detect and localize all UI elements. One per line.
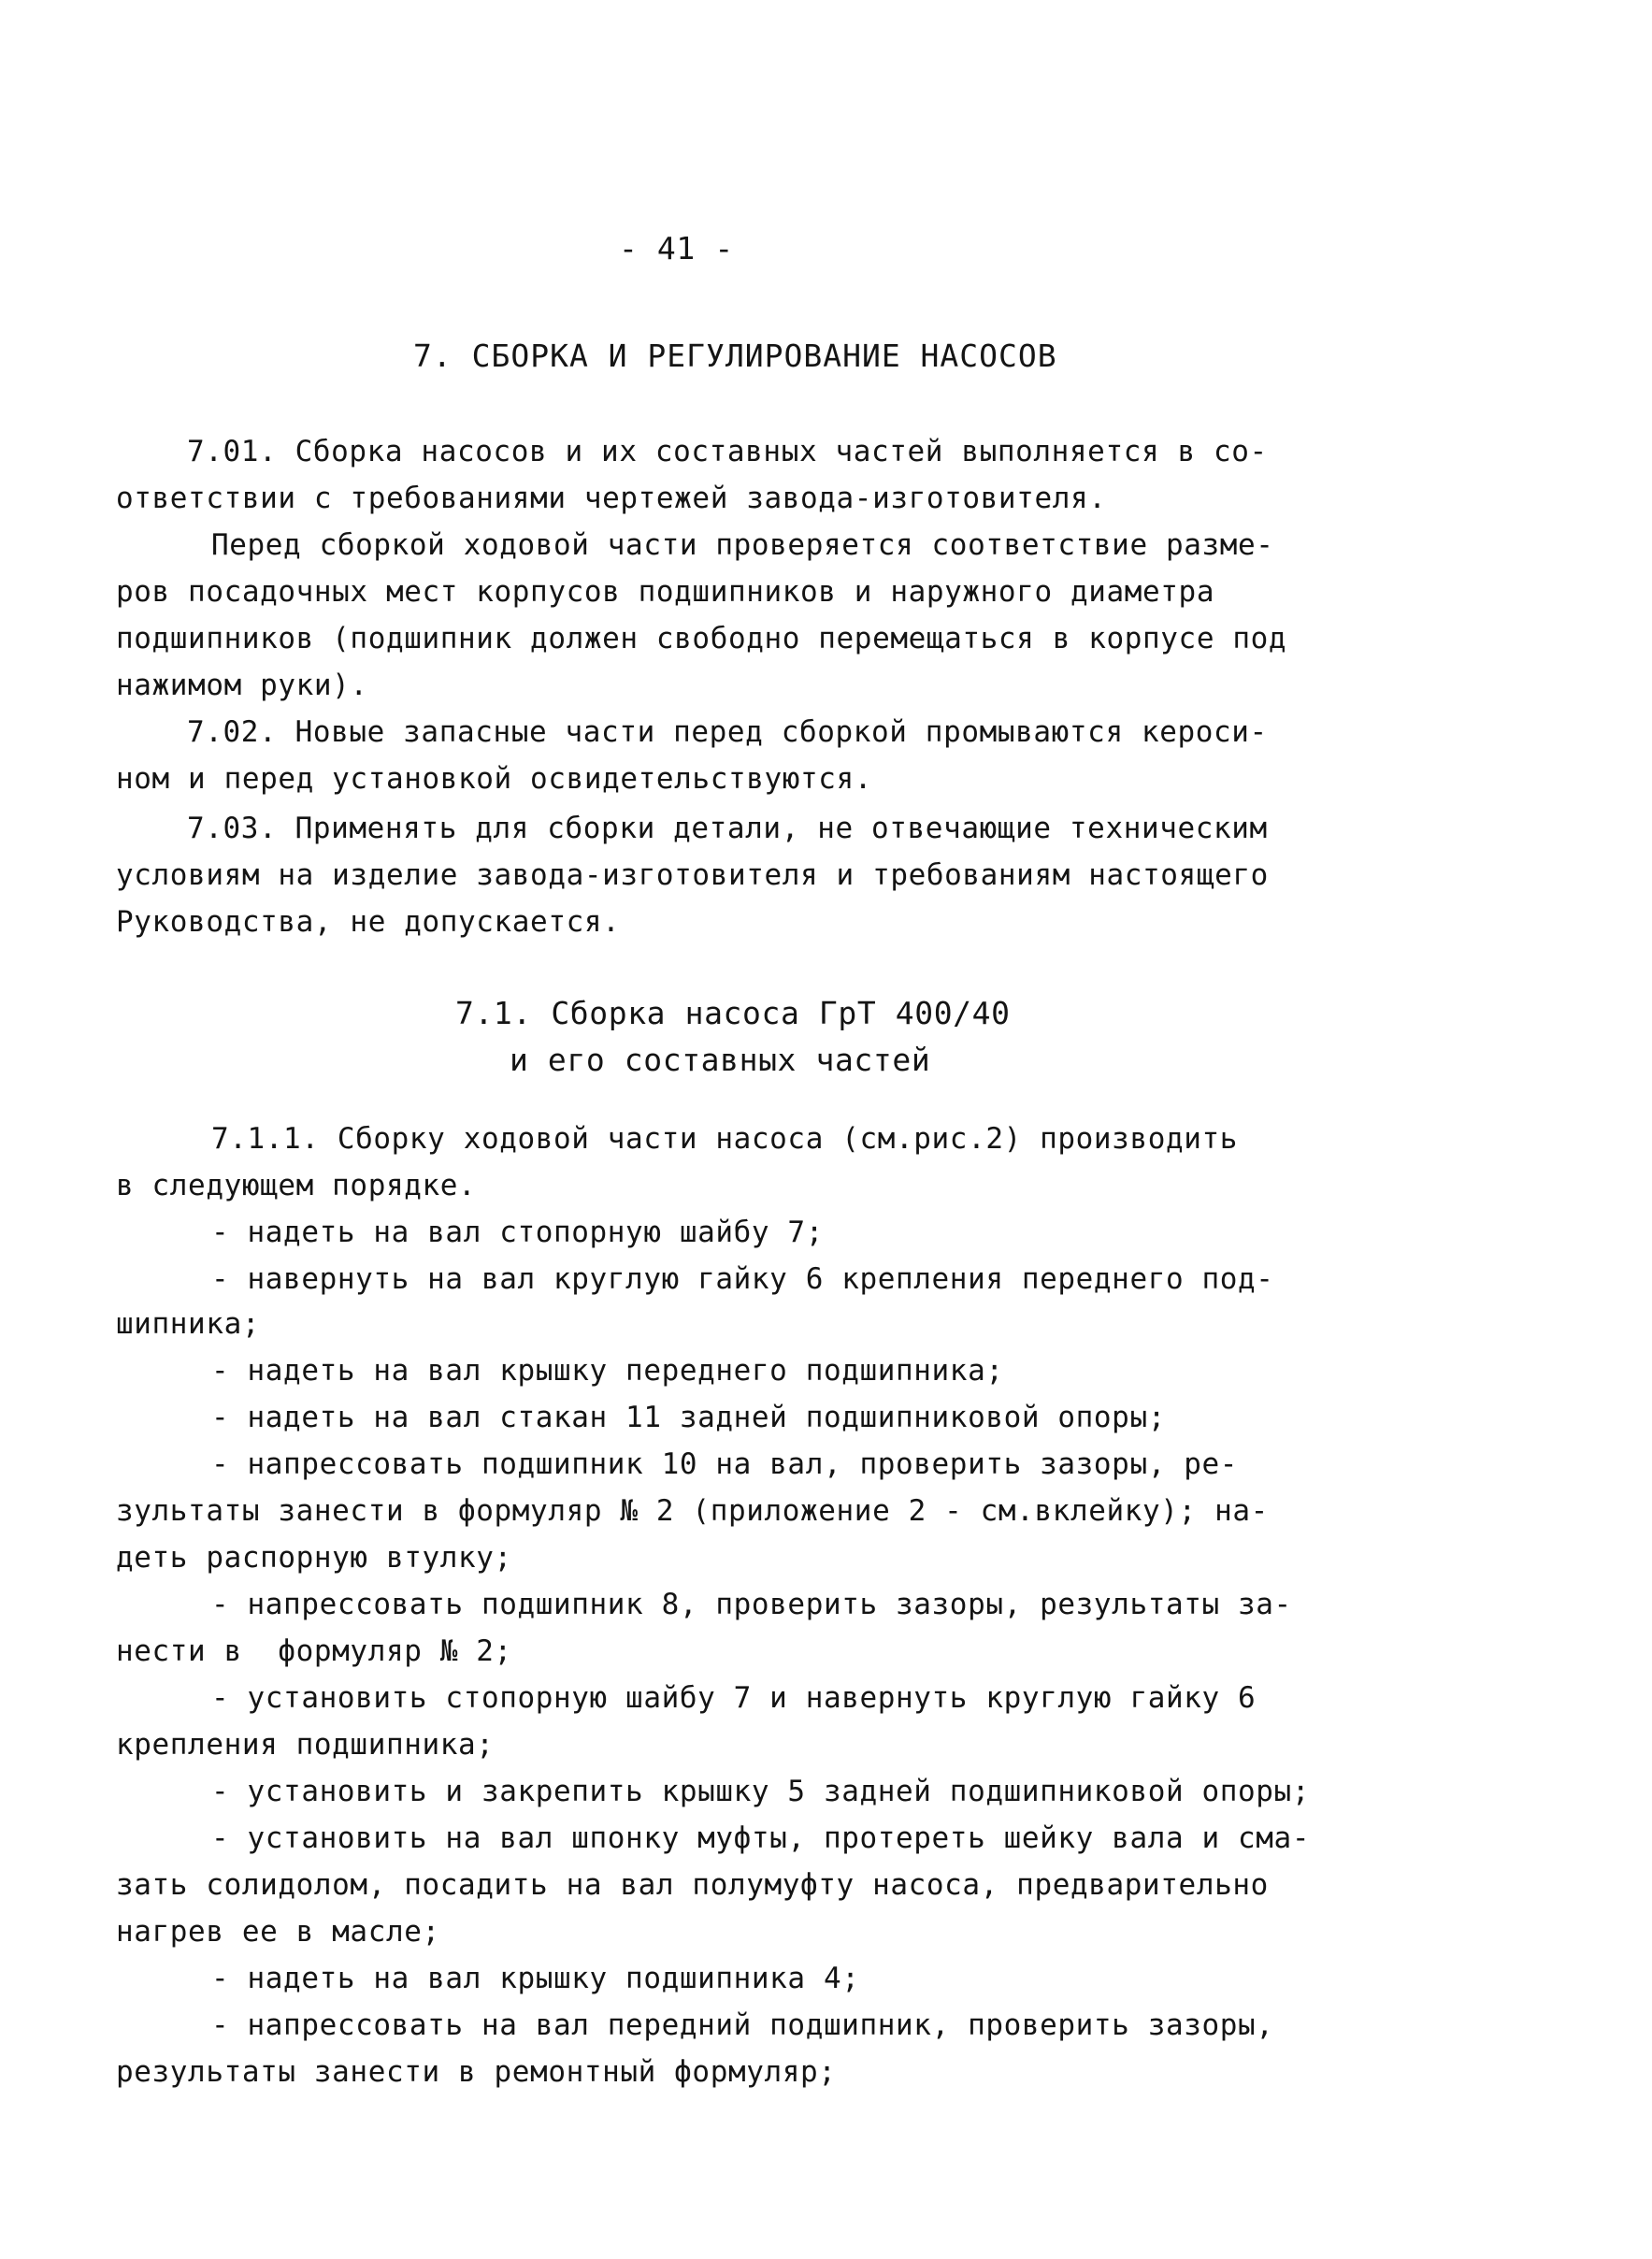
list-item: зать солидолом, посадить на вал полумуфту насоса, предварительно (116, 1868, 1269, 1902)
paragraph-line: ответствии с требованиями чертежей завода-изготовителя. (116, 482, 1107, 515)
list-item: - установить и закрепить крышку 5 задней подшипниковой опоры; (211, 1775, 1311, 1808)
list-item: - напрессовать подшипник 8, проверить зазоры, результаты за- (211, 1588, 1292, 1621)
list-item: - напрессовать подшипник 10 на вал, проверить зазоры, ре- (211, 1447, 1239, 1481)
paragraph-line: Перед сборкой ходовой части проверяется соответствие разме- (211, 528, 1274, 562)
paragraph-line: 7.1.1. Сборку ходовой части насоса (см.рис.2) производить (211, 1122, 1239, 1156)
list-item: - надеть на вал крышку переднего подшипника; (211, 1354, 1004, 1388)
paragraph-line: ров посадочных мест корпусов подшипников и наружного диаметра (116, 575, 1215, 609)
list-item: - надеть на вал крышку подшипника 4; (211, 1962, 860, 1995)
list-item: - установить стопорную шайбу 7 и навернуть круглую гайку 6 (211, 1681, 1257, 1715)
subsection-title: и его составных частей (510, 1042, 931, 1078)
list-item: деть распорную втулку; (116, 1541, 512, 1575)
list-item: - установить на вал шпонку муфты, протереть шейку вала и сма- (211, 1821, 1311, 1855)
list-item: зультаты занести в формуляр № 2 (приложение 2 - см.вклейку); на- (116, 1494, 1269, 1528)
paragraph-line: 7.01. Сборка насосов и их составных частей выполняется в со- (187, 435, 1268, 468)
subsection-title: 7.1. Сборка насоса ГрТ 400/40 (455, 995, 1011, 1031)
list-item: нести в формуляр № 2; (116, 1634, 512, 1668)
paragraph-line: нажимом руки). (116, 669, 368, 702)
list-item: крепления подшипника; (116, 1728, 495, 1762)
paragraph-line: ном и перед установкой освидетельствуются. (116, 762, 873, 796)
page-number: - 41 - (619, 230, 734, 266)
paragraph-line: в следующем порядке. (116, 1169, 477, 1202)
list-item: - надеть на вал стопорную шайбу 7; (211, 1216, 824, 1249)
paragraph-line: подшипников (подшипник должен свободно перемещаться в корпусе под (116, 622, 1287, 655)
list-item: - напрессовать на вал передний подшипник, проверить зазоры, (211, 2008, 1274, 2042)
section-title: 7. СБОРКА И РЕГУЛИРОВАНИЕ НАСОСОВ (413, 338, 1057, 374)
paragraph-line: условиям на изделие завода-изготовителя и требованиям настоящего (116, 858, 1269, 892)
paragraph-line: Руководства, не допускается. (116, 905, 621, 939)
list-item: шипника; (116, 1307, 261, 1341)
list-item: результаты занести в ремонтный формуляр; (116, 2055, 837, 2089)
paragraph-line: 7.03. Применять для сборки детали, не отвечающие техническим (187, 812, 1268, 845)
list-item: - надеть на вал стакан 11 задней подшипниковой опоры; (211, 1401, 1166, 1434)
list-item: нагрев ее в масле; (116, 1915, 440, 1949)
list-item: - навернуть на вал круглую гайку 6 крепления переднего под- (211, 1262, 1274, 1296)
paragraph-line: 7.02. Новые запасные части перед сборкой промываются кероси- (187, 715, 1268, 749)
